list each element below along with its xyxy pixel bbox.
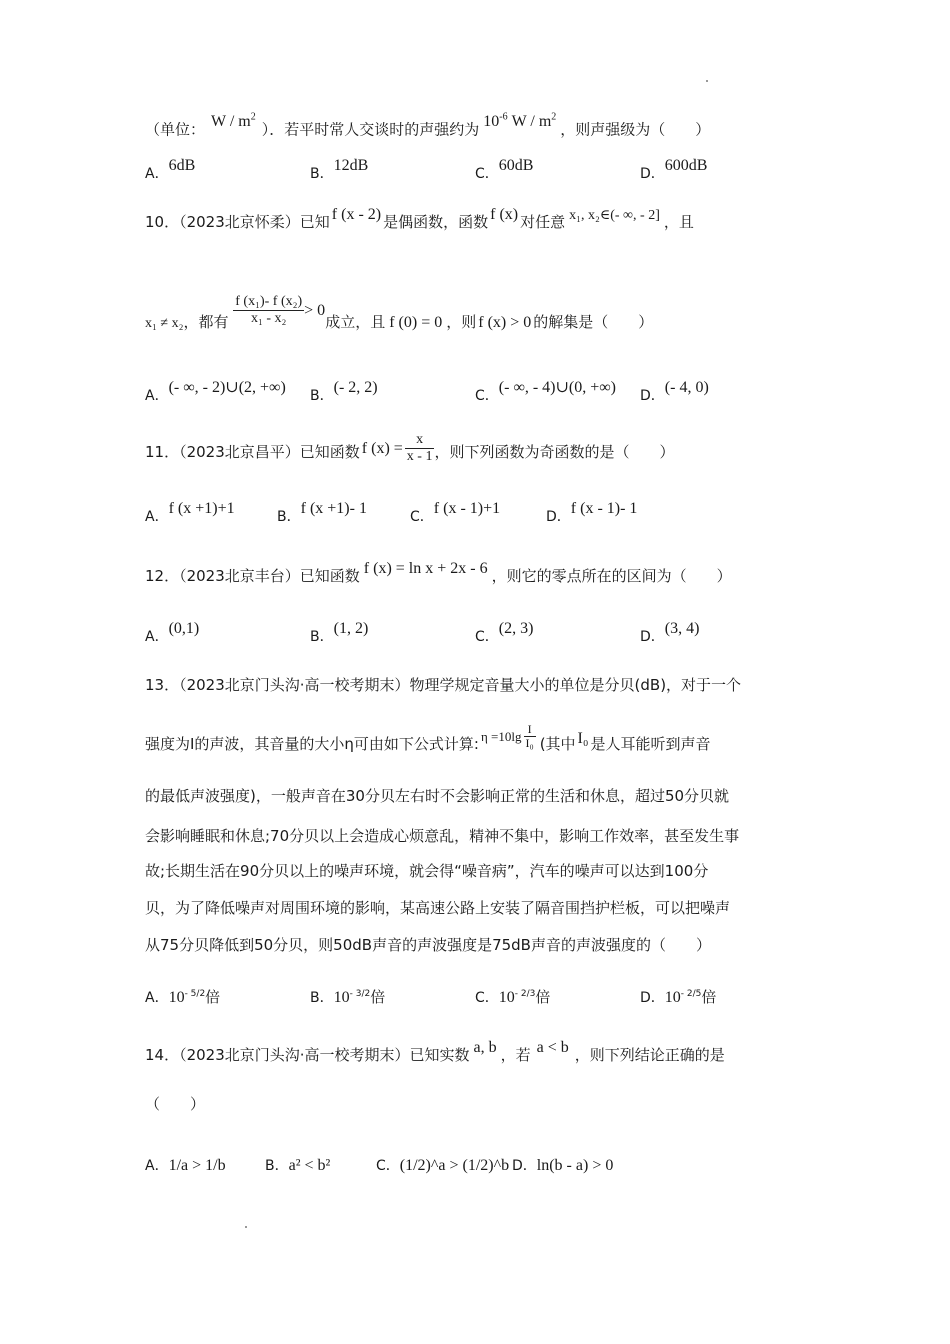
q13-option-a[interactable]: A．$10^{- 5/2}$倍: [145, 988, 221, 1006]
q9-option-a[interactable]: A．6dB: [145, 157, 196, 182]
q13-line6: 贝，为了降低噪声对周围环境的影响，某高速公路上安装了隔音围挡护栏板，可以把噪声: [145, 899, 731, 917]
q10-option-a[interactable]: A．(- ∞, - 2)∪(2, +∞): [145, 379, 286, 404]
q13-option-b[interactable]: B．$10^{- 3/2}$倍: [310, 988, 386, 1006]
q10-stem-line1: 10．（2023北京怀柔）已知 f (x - 2) 是偶函数，函数 f (x) 对任意 x₁, x₂∈(- ∞, - 2] ，且: [145, 206, 694, 231]
q11-option-b[interactable]: B．f (x +1)- 1: [277, 500, 367, 525]
q9-stem: （单位： W / $m^2$）．若平时常人交谈时的声强约为 $10^{-6}$ W / $m^2$，则声强级为（ ）: [145, 112, 711, 139]
q10-option-c[interactable]: C．(- ∞, - 4)∪(0, +∞): [475, 379, 616, 404]
q10-option-d[interactable]: D．(- 4, 0): [640, 379, 709, 404]
q11-fraction: $\frac{x}{x - 1}$: [406, 432, 433, 464]
q13-line5: 故;长期生活在90分贝以上的噪声环境，就会得“噪音病”，汽车的噪声可以达到100分: [145, 862, 709, 880]
unit-math: W / $m^2$: [211, 112, 256, 131]
q9-option-c[interactable]: C．60dB: [475, 157, 534, 182]
q11-option-d[interactable]: D．f (x - 1)- 1: [546, 500, 638, 525]
q13-line3: 的最低声波强度)，一般声音在30分贝左右时不会影响正常的生活和休息，超过50分贝就: [145, 787, 730, 805]
q14-option-d[interactable]: D．ln(b - a) > 0: [512, 1157, 614, 1174]
q14-option-c[interactable]: C．(1/2)^a > (1/2)^b: [376, 1157, 510, 1174]
q10-fraction: $\frac{\text{f (x₁)- f (x₂)}}{\text{x₁ - x₂}}$: [235, 294, 303, 326]
decorative-dot: [245, 1226, 247, 1228]
q13-line4: 会影响睡眠和休息;70分贝以上会造成心烦意乱，精神不集中，影响工作效率，甚至发生事: [145, 827, 740, 845]
q14-paren: （ ）: [145, 1095, 206, 1113]
q13-line2: 强度为I的声波，其音量的大小η可由如下公式计算: η =10lg $\frac{I}{\text{I₀}}$ (其中 I₀ 是人耳能听到声音: [145, 722, 711, 753]
q14-option-a[interactable]: A．1/a > 1/b: [145, 1157, 226, 1174]
q12-option-a[interactable]: A．(0,1): [145, 620, 200, 645]
q14-stem: 14．（2023北京门头沟·高一校考期末）已知实数 a, b ，若 a < b ，则下列结论正确的是: [145, 1039, 725, 1064]
q10-option-b[interactable]: B．(- 2, 2): [310, 379, 378, 404]
q11-option-c[interactable]: C．f (x - 1)+1: [410, 500, 501, 525]
q11-option-a[interactable]: A．f (x +1)+1: [145, 500, 235, 525]
q12-stem: 12．（2023北京丰台）已知函数 f (x) = ln x + 2x - 6 ，则它的零点所在的区间为（ ）: [145, 560, 732, 585]
q12-option-d[interactable]: D．(3, 4): [640, 620, 700, 645]
q10-stem-line2: x₁ ≠ x₂，都有 $\frac{\text{f (x₁)- f (x₂)}}{\text{x₁ - x₂}}$ > 0成立，且 f (0) = 0 ，则 f (x) > 0 的解集是（ ）: [145, 294, 654, 331]
intensity-math: $10^{-6}$ W / $m^2$: [483, 112, 557, 131]
q9-option-d[interactable]: D．600dB: [640, 157, 708, 182]
q13-line7: 从75分贝降低到50分贝，则50dB声音的声波强度是75dB声音的声波强度的（ ）: [145, 936, 711, 954]
q12-option-c[interactable]: C．(2, 3): [475, 620, 534, 645]
q13-option-d[interactable]: D．$10^{- 2/5}$倍: [640, 988, 717, 1006]
decorative-dot: [706, 80, 708, 82]
q14-option-b[interactable]: B．a² < b²: [265, 1157, 331, 1174]
q11-stem: 11．（2023北京昌平）已知函数 f (x) = $\frac{x}{x - 1}$ ，则下列函数为奇函数的是（ ）: [145, 432, 675, 464]
q13-option-c[interactable]: C．$10^{- 2/3}$倍: [475, 988, 551, 1006]
q12-option-b[interactable]: B．(1, 2): [310, 620, 369, 645]
q9-option-b[interactable]: B．12dB: [310, 157, 369, 182]
q13-line1: 13．（2023北京门头沟·高一校考期末）物理学规定音量大小的单位是分贝(dB)，对于一个: [145, 676, 742, 694]
q13-formula-fraction: $\frac{I}{\text{I₀}}$: [525, 722, 534, 750]
